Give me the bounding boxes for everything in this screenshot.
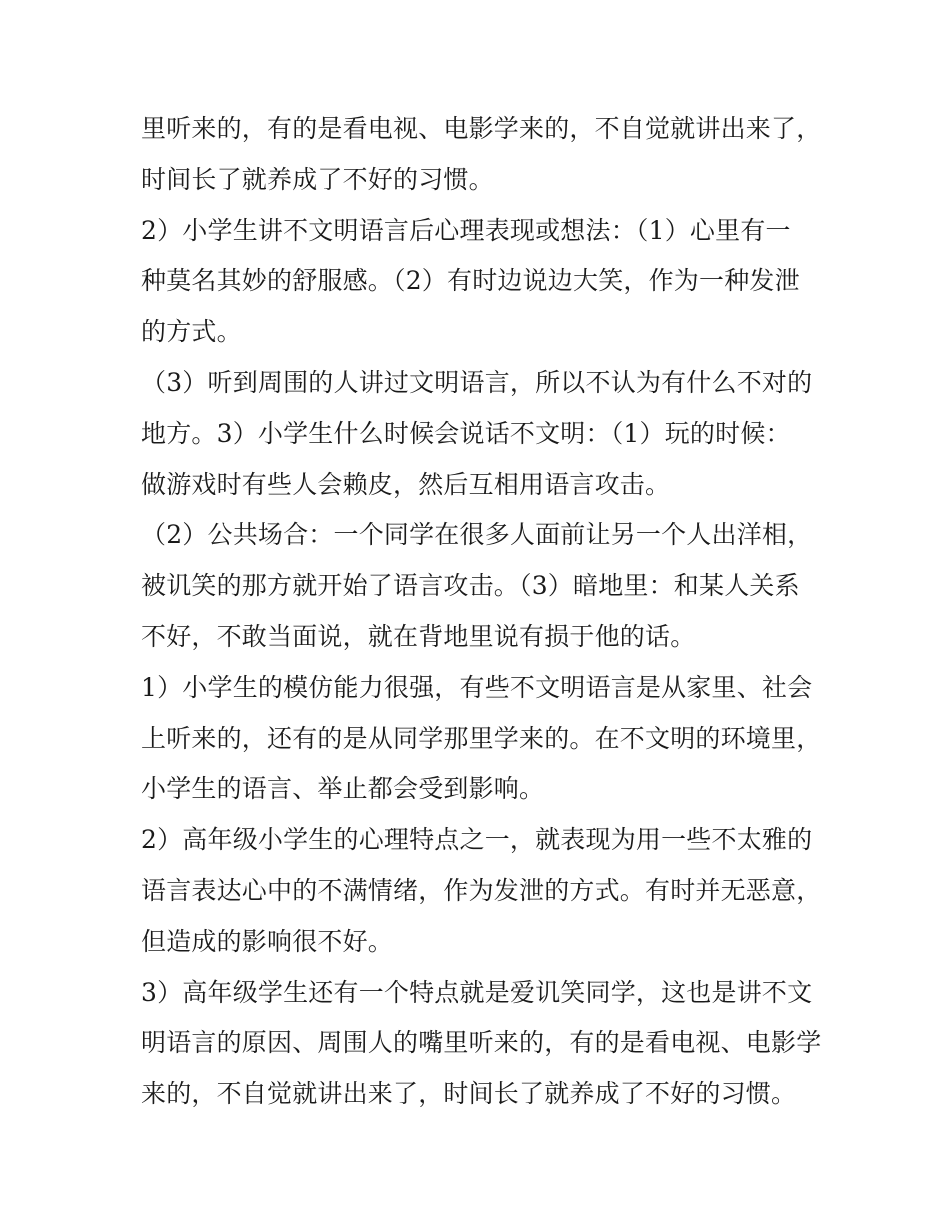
text-line: 来的，不自觉就讲出来了，时间长了就养成了不好的习惯。 xyxy=(141,1079,797,1109)
text-line: 语言表达心中的不满情绪，作为发泄的方式。有时并无恶意， xyxy=(141,875,822,905)
text-line: 地方。3）小学生什么时候会说话不文明：（1）玩的时候： xyxy=(141,418,791,448)
text-line: 小学生的语言、举止都会受到影响。 xyxy=(141,774,545,804)
text-line: （2）公共场合：一个同学在很多人面前让另一个人出洋相， xyxy=(141,520,813,550)
text-line: 里听来的，有的是看电视、电影学来的，不自觉就讲出来了， xyxy=(141,114,822,143)
text-line: 2）高年级小学生的心理特点之一，就表现为用一些不太雅的 xyxy=(141,825,813,855)
text-line: 上听来的，还有的是从同学那里学来的。在不文明的环境里， xyxy=(141,723,822,753)
document-body xyxy=(141,104,821,1120)
text-line: 做游戏时有些人会赖皮，然后互相用语言攻击。 xyxy=(141,469,671,499)
text-line: 明语言的原因、周围人的嘴里听来的，有的是看电视、电影学 xyxy=(141,1028,822,1058)
text-line: 2）小学生讲不文明语言后心理表现或想法：（1）心里有一 xyxy=(141,215,791,245)
text-line: 被讥笑的那方就开始了语言攻击。（3）暗地里：和某人关系 xyxy=(141,571,800,601)
text-line: 时间长了就养成了不好的习惯。 xyxy=(141,164,494,194)
text-line: 3）高年级学生还有一个特点就是爱讥笑同学，这也是讲不文 xyxy=(141,977,813,1007)
text-line: 但造成的影响很不好。 xyxy=(141,926,394,956)
text-line: 1）小学生的模仿能力很强，有些不文明语言是从家里、社会 xyxy=(141,672,813,702)
text-line: 不好，不敢当面说，就在背地里说有损于他的话。 xyxy=(141,621,696,651)
text-line: 的方式。 xyxy=(141,317,242,347)
text-line: 种莫名其妙的舒服感。（2）有时边说边大笑，作为一种发泄 xyxy=(141,266,800,296)
text-line: （3）听到周围的人讲过文明语言，所以不认为有什么不对的 xyxy=(141,367,813,397)
